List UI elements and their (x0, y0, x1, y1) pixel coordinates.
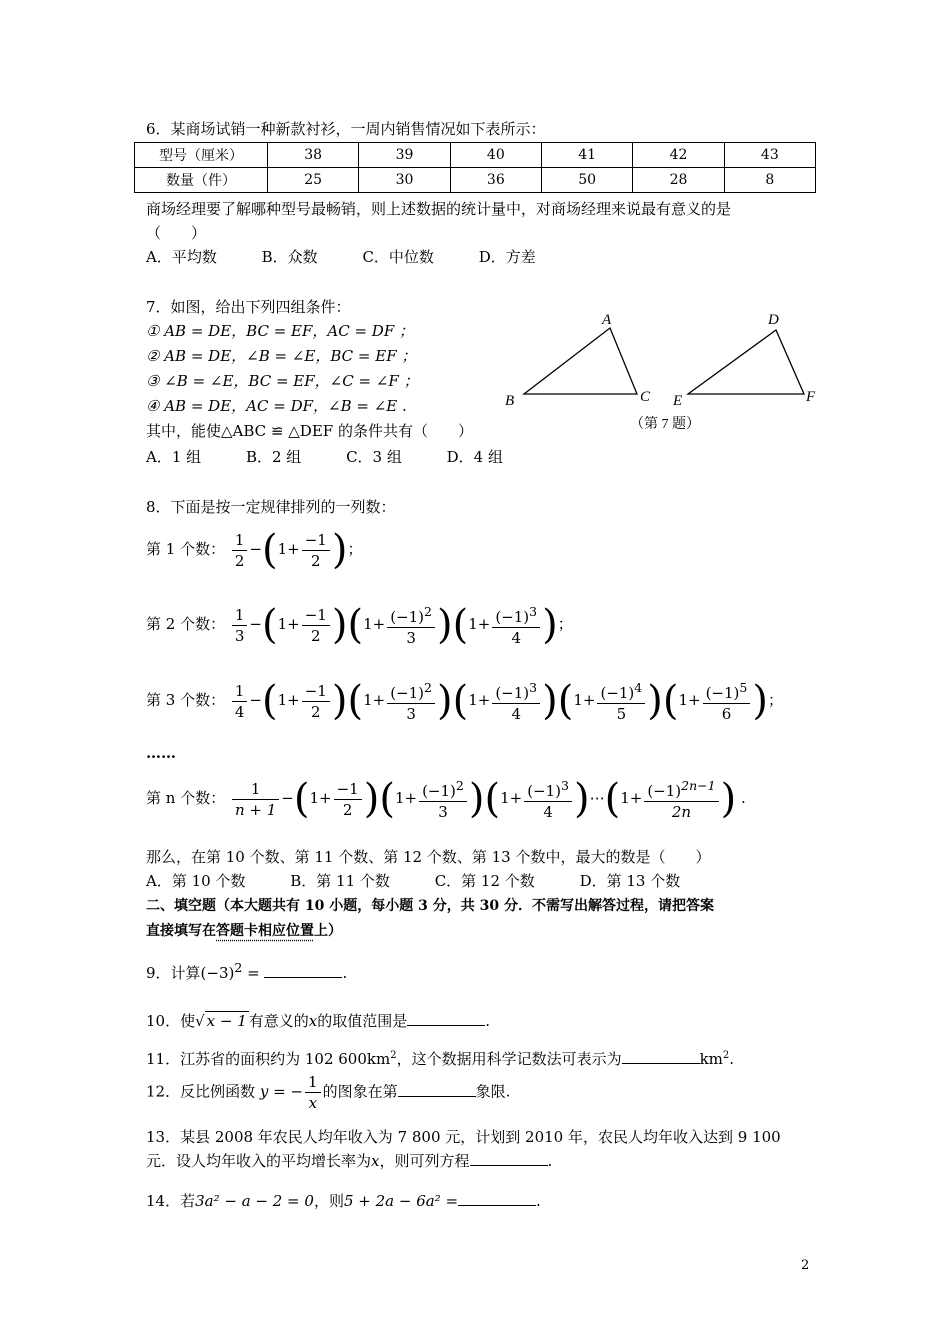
q7-stem: 7．如图，给出下列四组条件： (146, 298, 351, 316)
table-header-count: 数量（件） (135, 168, 268, 193)
q8-options (146, 870, 720, 891)
label-d: D (768, 312, 779, 328)
q10: 10．使√ x − 1 有意义的x的取值范围是 . (146, 1012, 491, 1030)
table-cell: 8 (724, 168, 815, 193)
table-cell: 28 (633, 168, 724, 193)
q8-row-n: 第 n 个数： $\frac{1}{n + 1}$ −(1+ $\frac{-1}{2}$ )(1+ $\frac{(-1)^2}{3}$ )(1+ $\frac{(-1)^3}{4}$ )⋯(1+ $\frac{(-1)^{2n-1}}{2n}$ ) . (146, 776, 746, 822)
answer-blank (622, 1049, 700, 1064)
table-cell: 25 (268, 168, 359, 193)
label-b: B (505, 393, 515, 409)
table-cell: 43 (724, 143, 815, 168)
table-cell: 38 (268, 143, 359, 168)
row-label: 第 3 个数： (146, 691, 226, 709)
row-label: 第 n 个数： (146, 789, 226, 807)
option-a: A．1 组 (146, 448, 202, 466)
sales-table (134, 142, 816, 193)
row-label: 第 1 个数： (146, 540, 226, 558)
answer-blank (407, 1011, 485, 1026)
q7-condition-3: ③ ∠B = ∠E，BC = EF，∠C = ∠F ； (146, 372, 419, 390)
table-cell: 36 (450, 168, 541, 193)
q8-row-3: 第 3 个数： $\frac{1}{4}$ −(1+ $\frac{-1}{2}$ )(1+ $\frac{(-1)^2}{3}$ )(1+ $\frac{(-1)^3}{4}$ )(1+ $\frac{(-1)^4}{5}$ )(1+ $\frac{(-1)^5}{6}$ )； (146, 678, 783, 724)
q9: 9．计算$(-3)^2$ = . (146, 960, 348, 982)
option-c: C．3 组 (346, 448, 402, 466)
q8-ellipsis: …… (146, 744, 176, 762)
q7-condition-2: ② AB = DE，∠B = ∠E，BC = EF ； (146, 347, 417, 365)
option-b: B．第 11 个数 (290, 872, 390, 890)
q8-stem: 8．下面是按一定规律排列的一列数： (146, 498, 396, 516)
row-label: 第 2 个数： (146, 615, 226, 633)
section2-title-line2: 直接填写在答题卡相应位置上） (146, 923, 342, 939)
q7-options (146, 446, 543, 467)
table-cell: 40 (450, 143, 541, 168)
figure-caption: （第 7 题） (630, 417, 700, 432)
label-c: C (640, 389, 651, 405)
q7-condition-1: ① AB = DE，BC = EF，AC = DF ； (146, 322, 415, 340)
q6-question: 商场经理要了解哪种型号最畅销，则上述数据的统计量中，对商场经理来说最有意义的是 (146, 200, 732, 218)
q11: 11．江苏省的面积约为 102 $600km^2$，这个数据用科学记数法可表示为 $km^2$. (146, 1050, 735, 1068)
table-header-size: 型号（厘米） (135, 143, 268, 168)
section2-title-line1: 二、填空题（本大题共有 10 小题，每小题 3 分，共 30 分．不需写出解答过程，请把答案 (146, 898, 714, 914)
q8-row-2: 第 2 个数： $\frac{1}{3}$ −(1+ $\frac{-1}{2}$ )(1+ $\frac{(-1)^2}{3}$ )(1+ $\frac{(-1)^3}{4}$ )； (146, 602, 573, 648)
table-row (135, 168, 816, 193)
triangle-abc (524, 328, 637, 394)
label-e: E (673, 393, 683, 409)
q6-paren: （ ） (146, 224, 207, 242)
answer-blank (458, 1191, 536, 1206)
q6-stem: 6．某商场试销一种新款衬衫，一周内销售情况如下表所示： (146, 120, 546, 138)
option-d: D．4 组 (446, 448, 503, 466)
option-c: C．中位数 (362, 248, 434, 266)
q14: 14．若3a² − a − 2 = 0，则5 + 2a − 6a² = . (146, 1192, 541, 1210)
q8-question: 那么，在第 10 个数、第 11 个数、第 12 个数、第 13 个数中，最大的数是（ ） (146, 848, 711, 866)
answer-blank (264, 963, 342, 978)
option-d: D．方差 (478, 248, 536, 266)
option-a: A．第 10 个数 (146, 872, 246, 890)
q13-line1: 13．某县 2008 年农民人均年收入为 7 800 元，计划到 2010 年，农民人均年收入达到 9 100 (146, 1128, 781, 1146)
triangle-def (688, 330, 804, 394)
emphasis-text: 答题卡相应位置 (216, 923, 314, 939)
triangles-figure (500, 308, 830, 438)
option-b: B．众数 (261, 248, 318, 266)
label-f: F (806, 389, 816, 405)
label-a: A (602, 312, 612, 328)
q7-question: 其中，能使△ABC ≌ △DEF 的条件共有（ ） (146, 422, 473, 440)
option-a: A．平均数 (146, 248, 217, 266)
option-c: C．第 12 个数 (434, 872, 535, 890)
q8-row-1: 第 1 个数： $\frac{1}{2}$ −(1+ $\frac{-1}{2}$ )； (146, 527, 363, 573)
answer-blank (470, 1151, 548, 1166)
q6-options (146, 246, 576, 267)
option-d: D．第 13 个数 (579, 872, 681, 890)
table-cell: 41 (541, 143, 632, 168)
table-cell: 30 (359, 168, 450, 193)
table-cell: 50 (541, 168, 632, 193)
answer-blank (398, 1082, 476, 1097)
option-b: B．2 组 (245, 448, 302, 466)
table-row (135, 143, 816, 168)
q12: 12．反比例函数 y = − $\frac{1}{x}$ 的图象在第 象限. (146, 1073, 511, 1112)
q7-condition-4: ④ AB = DE，AC = DF，∠B = ∠E . (146, 397, 407, 415)
page-number: 2 (801, 1258, 810, 1273)
table-cell: 42 (633, 143, 724, 168)
table-cell: 39 (359, 143, 450, 168)
q13-line2: 元．设人均年收入的平均增长率为x，则可列方程 . (146, 1152, 553, 1170)
